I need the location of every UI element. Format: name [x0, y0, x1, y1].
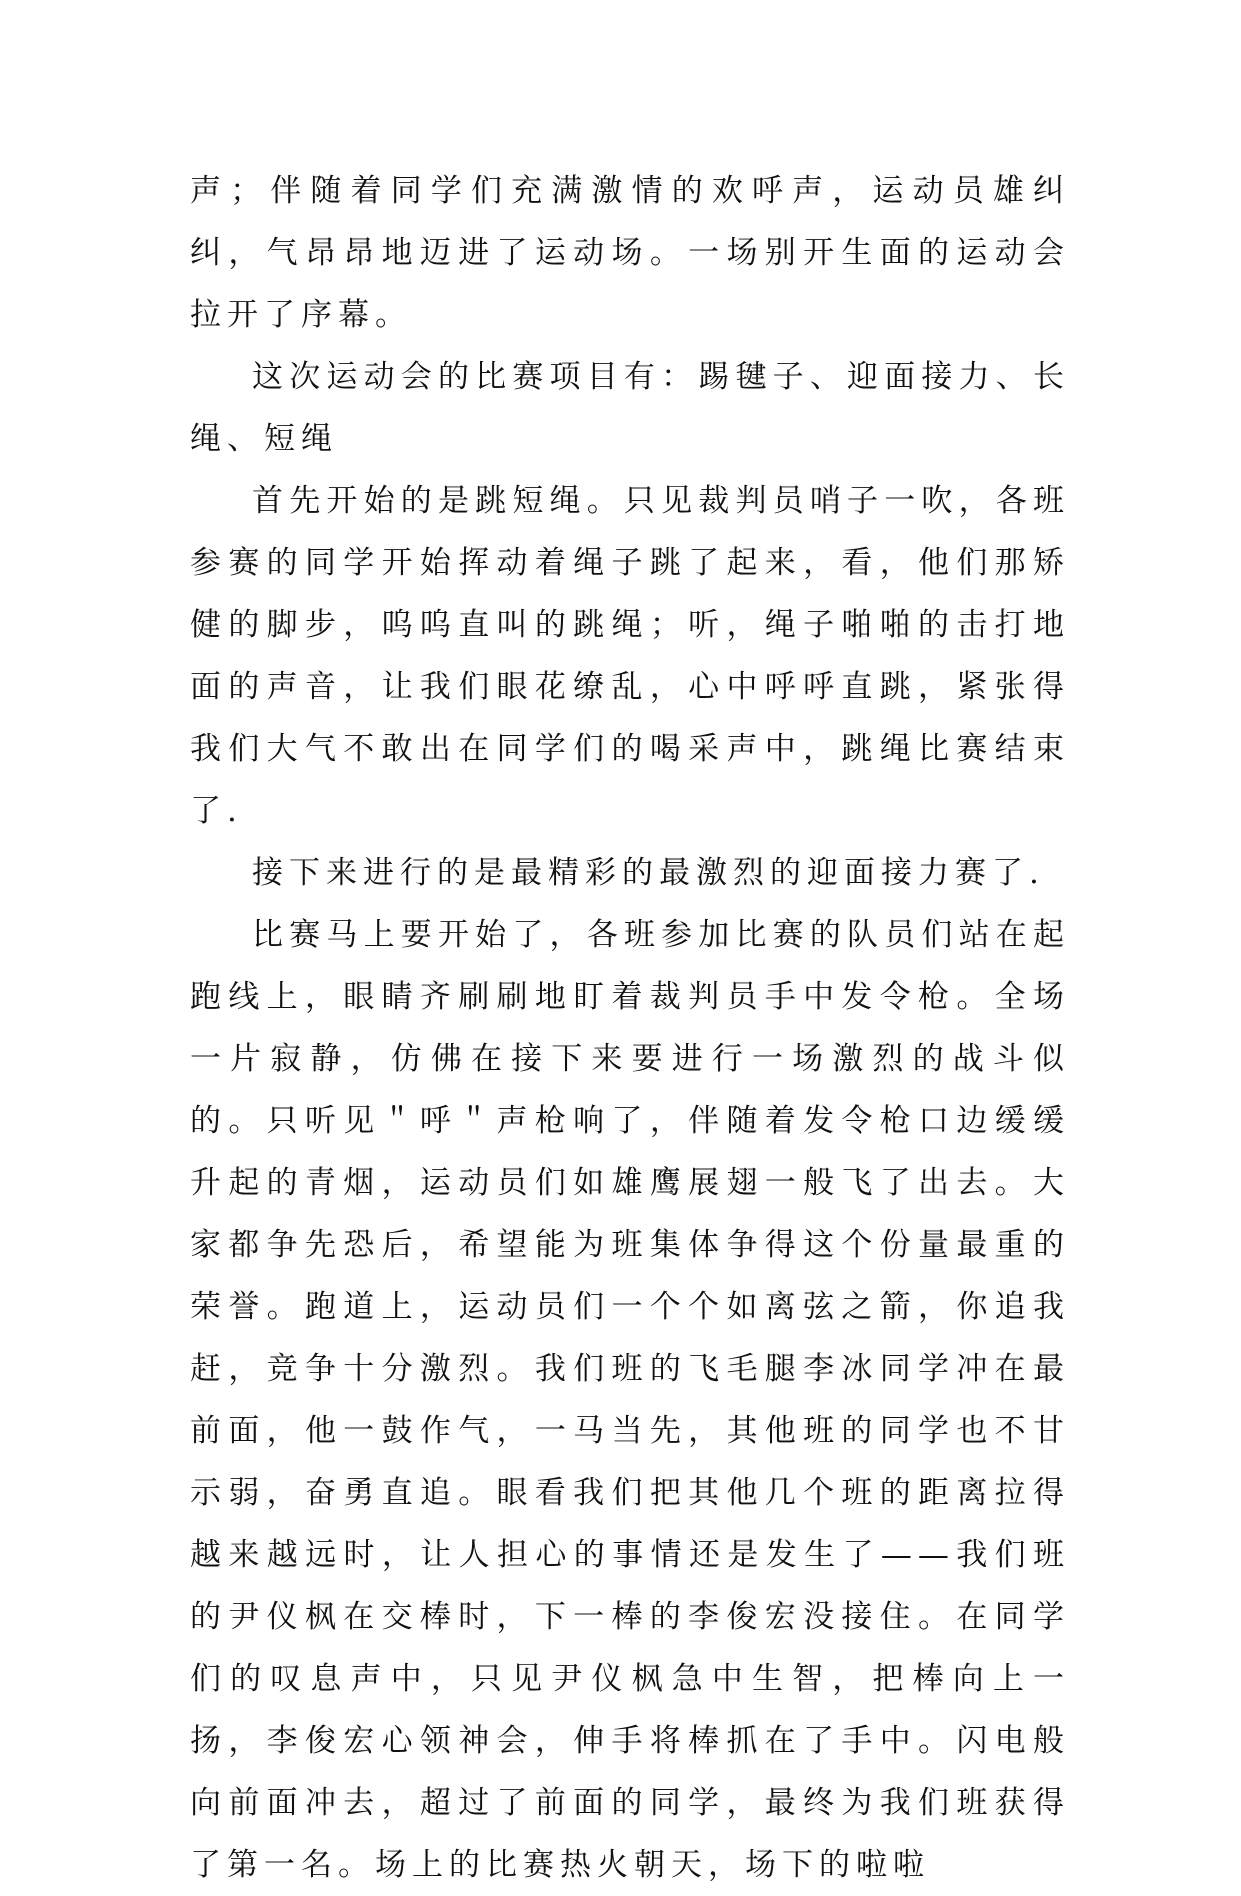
body-text: [190, 160, 1070, 1896]
paragraph-relay-intro: 接下来进行的是最精彩的最激烈的迎面接力赛了.: [252, 855, 1045, 891]
paragraph-continuation: 声；伴随着同学们充满激情的欢呼声，运动员雄纠纠，气昂昂地迈进了运动场。一场别开生面的运动会拉开了序幕。: [190, 173, 1070, 333]
paragraph-relay-race: 比赛马上要开始了，各班参加比赛的队员们站在起跑线上，眼睛齐刷刷地盯着裁判员手中发令枪。全场一片寂静，仿佛在接下来要进行一场激烈的战斗似的。只听见＂呼＂声枪响了，伴随着发令枪口边缓缓升起的青烟，运动员们如雄鹰展翅一般飞了出去。大家都争先恐后，希望能为班集体争得这个份量最重的荣誉。跑道上，运动员们一个个如离弦之箭，你追我赶，竞争十分激烈。我们班的飞毛腿李冰同学冲在最前面，他一鼓作气，一马当先，其他班的同学也不甘示弱，奋勇直追。眼看我们把其他几个班的距离拉得越来越远时，让人担心的事情还是发生了——我们班的尹仪枫在交棒时，下一棒的李俊宏没接住。在同学们的叹息声中，只见尹仪枫急中生智，把棒向上一扬，李俊宏心领神会，伸手将棒抓在了手中。闪电般向前面冲去，超过了前面的同学，最终为我们班获得了第一名。场上的比赛热火朝天，场下的啦啦: [190, 917, 1070, 1883]
paragraph-short-rope: 首先开始的是跳短绳。只见裁判员哨子一吹，各班参赛的同学开始挥动着绳子跳了起来，看，他们那矫健的脚步，呜呜直叫的跳绳；听，绳子啪啪的击打地面的声音，让我们眼花缭乱，心中呼呼直跳，紧张得我们大气不敢出在同学们的喝采声中，跳绳比赛结束了.: [190, 483, 1070, 829]
paragraph-events: 这次运动会的比赛项目有：踢毽子、迎面接力、长绳、短绳: [190, 359, 1070, 457]
